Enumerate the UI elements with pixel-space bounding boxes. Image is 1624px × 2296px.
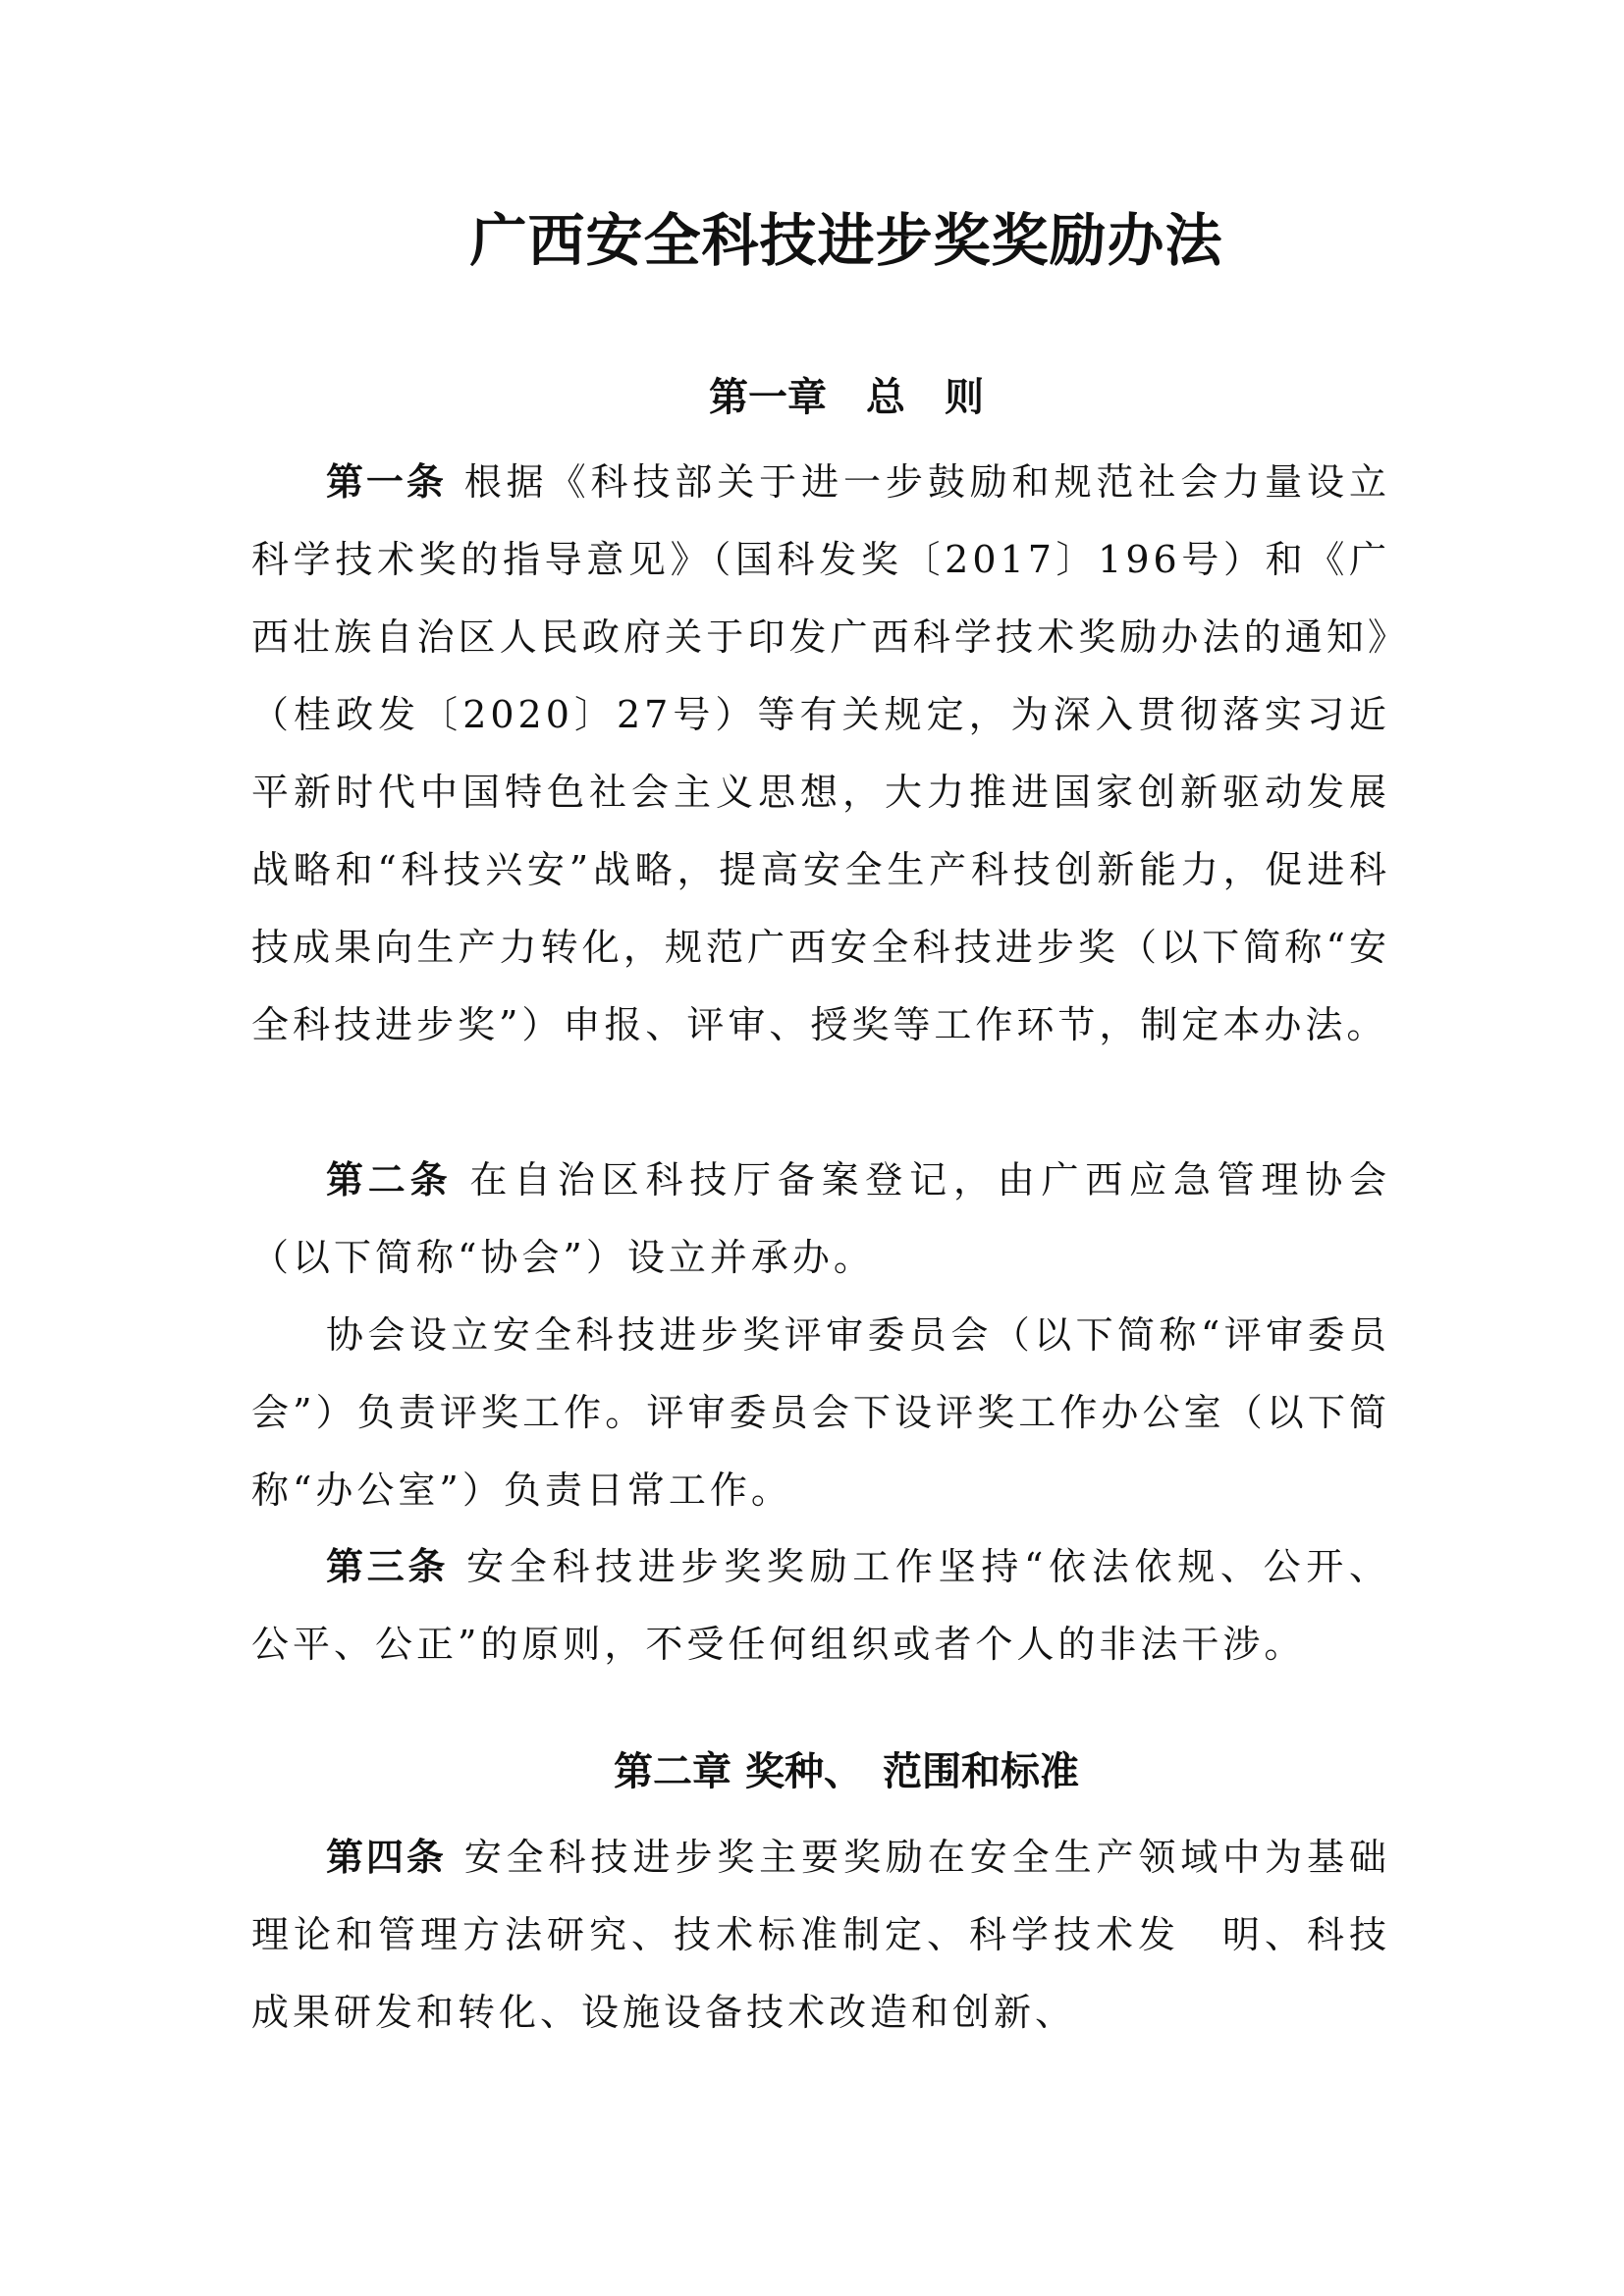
paragraph-text: 协会设立安全科技进步奖评审委员会（以下简称“评审委员会”）负责评奖工作。评审委员会下设评奖工作办公室（以下简称“办公室”）负责日常工作。 [251, 1313, 1390, 1512]
article-1 [251, 444, 1390, 1064]
article-label: 第三条 [326, 1545, 450, 1588]
article-label: 第一条 [326, 460, 447, 504]
article-text: 安全科技进步奖主要奖励在安全生产领域中为基础理论和管理方法研究、技术标准制定、科学技术发 明、科技成果研发和转化、设施设备技术改造和创新、 [251, 1836, 1390, 2034]
article-text: 安全科技进步奖奖励工作坚持“依法依规、公开、公平、公正”的原则，不受任何组织或者个人的非法干涉。 [251, 1545, 1390, 1666]
article-2 [251, 1142, 1390, 1297]
chapter-heading-2: 第二章 奖种、 范围和标准 [614, 1749, 1079, 1794]
article-4 [251, 1819, 1390, 2052]
article-3 [251, 1528, 1390, 1683]
article-2-paragraph-2 [251, 1297, 1390, 1529]
article-text: 在自治区科技厅备案登记，由广西应急管理协会（以下简称“协会”）设立并承办。 [251, 1158, 1390, 1279]
article-text: 根据《科技部关于进一步鼓励和规范社会力量设立科学技术奖的指导意见》（国科发奖〔2017〕196号）和《广西壮族自治区人民政府关于印发广西科学技术奖励办法的通知》（桂政发〔2020〕27号）等有关规定，为深入贯彻落实习近平新时代中国特色社会主义思想，大力推进国家创新驱动发展战略和“科技兴安”战略，提高安全生产科技创新能力，促进科技成果向生产力转化，规范广西安全科技进步奖（以下简称“安全科技进步奖”）申报、评审、授奖等工作环节，制定本办法。 [251, 460, 1390, 1046]
chapter-heading-1: 第一章 总 则 [709, 375, 984, 420]
article-label: 第四条 [326, 1836, 447, 1879]
article-label: 第二条 [326, 1158, 453, 1201]
document-title: 广西安全科技进步奖奖励办法 [469, 207, 1223, 274]
